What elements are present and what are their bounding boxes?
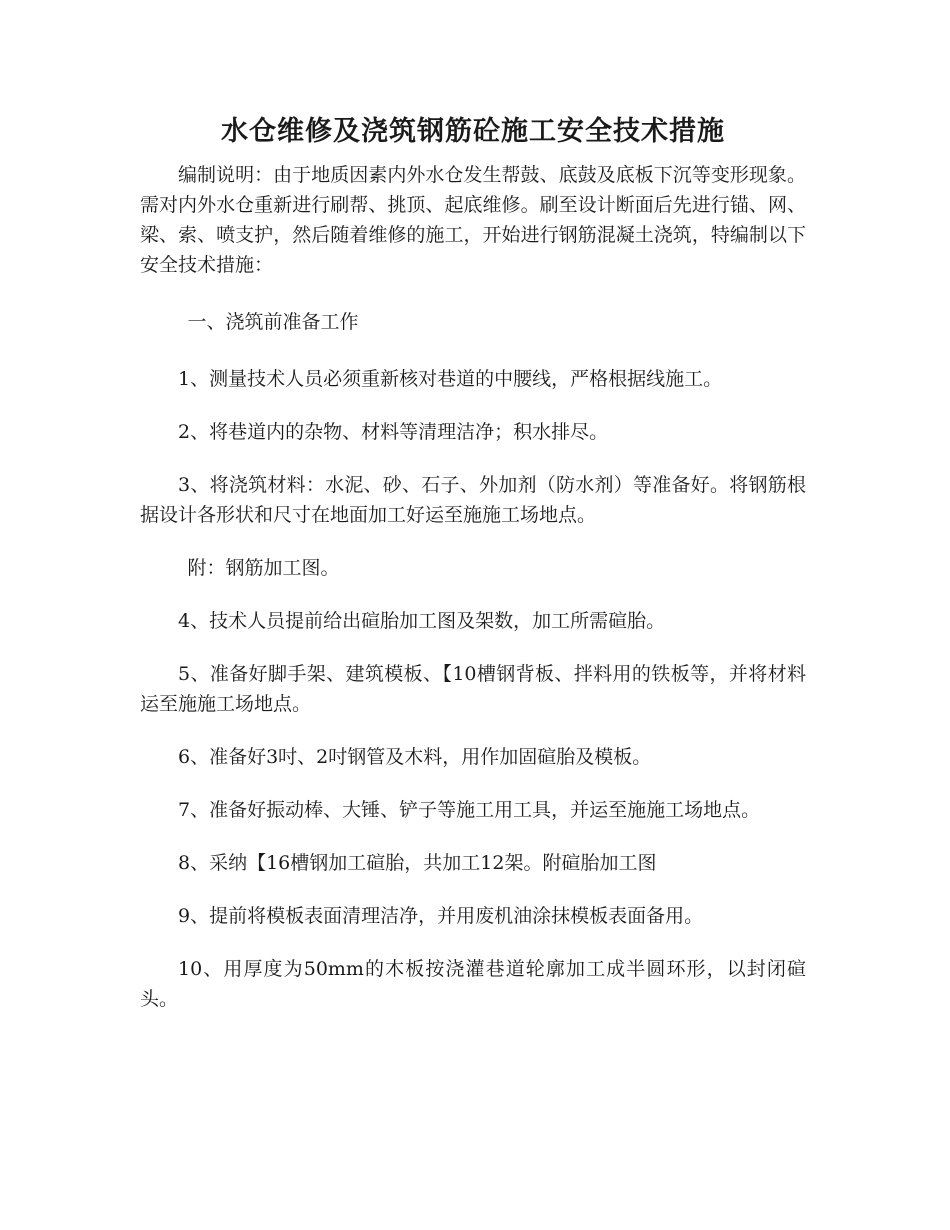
list-item: 10、用厚度为50mm的木板按浇灌巷道轮廓加工成半圆环形，以封闭碹头。	[140, 958, 806, 1010]
list-item: 4、技术人员提前给出碹胎加工图及架数，加工所需碹胎。	[178, 610, 666, 632]
document-page	[140, 112, 806, 1014]
list-item: 1、测量技术人员必须重新核对巷道的中腰线，严格根据线施工。	[178, 368, 723, 390]
list-item: 8、采纳【16槽钢加工碹胎，共加工12架。附碹胎加工图	[178, 852, 657, 874]
list-item: 5、准备好脚手架、建筑模板、【10槽钢背板、拌料用的铁板等，并将材料运至施施工场地点。	[140, 663, 806, 715]
document-title: 水仓维修及浇筑钢筋砼施工安全技术措施	[221, 116, 725, 147]
attachment-note: 附：钢筋加工图。	[187, 557, 340, 579]
section-heading: 一、浇筑前准备工作	[187, 311, 359, 333]
list-item: 6、准备好3吋、2吋钢管及木料，用作加固碹胎及模板。	[178, 746, 652, 768]
intro-paragraph: 编制说明：由于地质因素内外水仓发生帮鼓、底鼓及底板下沉等变形现象。需对内外水仓重新进行刷帮、挑顶、起底维修。刷至设计断面后先进行锚、网、梁、索、喷支护，然后随着维修的施工，开始进行钢筋混凝土浇筑，特编制以下安全技术措施：	[140, 164, 806, 276]
list-item: 9、提前将模板表面清理洁净，并用废机油涂抹模板表面备用。	[178, 905, 704, 927]
list-item: 3、将浇筑材料：水泥、砂、石子、外加剂（防水剂）等准备好。将钢筋根据设计各形状和尺寸在地面加工好运至施施工场地点。	[140, 474, 806, 526]
list-item: 2、将巷道内的杂物、材料等清理洁净；积水排尽。	[178, 421, 609, 443]
list-item: 7、准备好振动棒、大锤、铲子等施工用工具，并运至施施工场地点。	[178, 799, 761, 821]
